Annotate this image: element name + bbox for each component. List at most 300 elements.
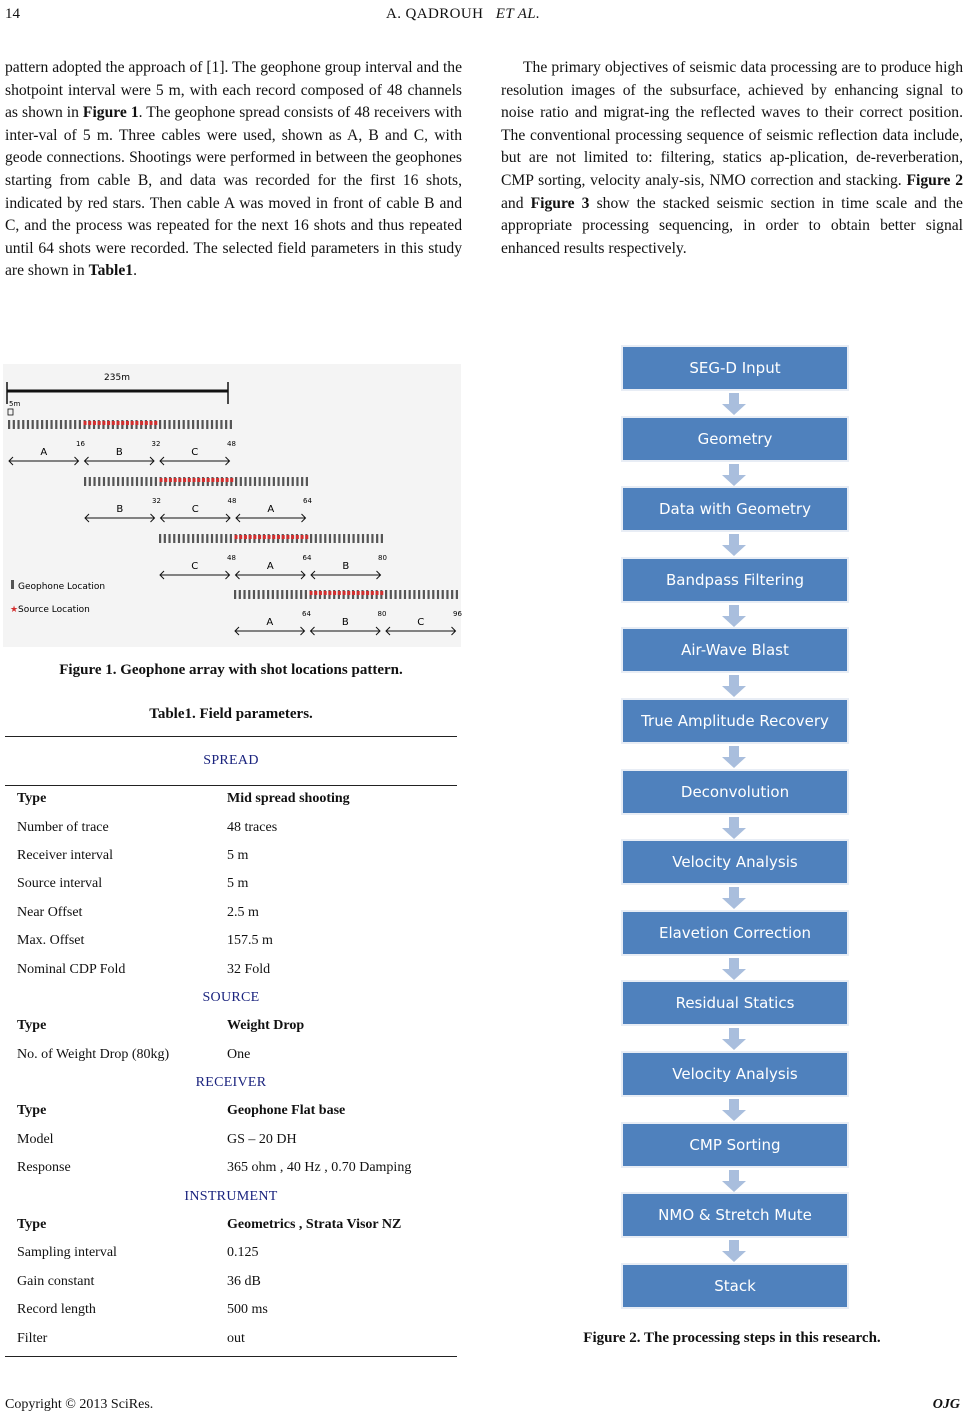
source-marker — [324, 591, 327, 595]
source-marker — [380, 591, 383, 595]
flowchart-arrow-shape — [722, 817, 746, 839]
spacing-label: 5m — [9, 400, 21, 408]
source-marker — [202, 478, 205, 482]
geophone-marker — [183, 420, 185, 429]
table-cell-parameter: Record length — [17, 1302, 96, 1318]
geophone-marker — [145, 477, 147, 486]
geophone-marker — [206, 534, 208, 543]
flowchart-step: Deconvolution — [621, 769, 849, 815]
geophone-marker — [187, 420, 189, 429]
flowchart-step: NMO & Stretch Mute — [621, 1192, 849, 1238]
geophone-marker — [404, 590, 406, 599]
cable-label: A — [266, 561, 274, 572]
flowchart-arrow-icon — [722, 817, 746, 839]
source-marker — [272, 535, 275, 539]
geophone-marker — [173, 534, 175, 543]
cable-label: A — [266, 617, 274, 628]
geophone-marker — [315, 534, 317, 543]
geophone-marker — [197, 534, 199, 543]
geophone-marker — [301, 477, 303, 486]
geophone-marker — [32, 420, 34, 429]
table-cell-value: out — [227, 1330, 245, 1346]
geophone-marker — [206, 420, 208, 429]
flowchart-step: True Amplitude Recovery — [621, 698, 849, 744]
source-marker — [112, 421, 115, 425]
table-cell-parameter: Response — [17, 1160, 71, 1176]
table-cell-parameter: Sampling interval — [17, 1245, 117, 1261]
table-row — [5, 842, 457, 870]
geophone-marker — [168, 420, 170, 429]
geophone-marker — [394, 590, 396, 599]
flowchart-arrow-shape — [722, 887, 746, 909]
source-marker — [361, 591, 364, 595]
geophone-marker — [168, 534, 170, 543]
geophone-marker — [201, 534, 203, 543]
running-title-author: A. QADROUH — [386, 6, 484, 22]
geophone-marker — [338, 534, 340, 543]
channel-tick-label: 32 — [152, 497, 161, 505]
figure2-reference[interactable]: Figure 2 — [906, 171, 963, 189]
geophone-marker — [244, 477, 246, 486]
source-marker — [258, 535, 261, 539]
geophone-marker — [258, 590, 260, 599]
channel-tick-label: 64 — [302, 610, 311, 618]
left-paragraph-text-3: . — [133, 262, 137, 280]
geophone-marker — [211, 420, 213, 429]
flowchart-arrow-shape — [722, 1099, 746, 1121]
flowchart-arrow-icon — [722, 746, 746, 768]
geophone-marker — [108, 477, 110, 486]
source-marker — [135, 421, 138, 425]
source-marker — [328, 591, 331, 595]
table-row — [5, 1239, 457, 1267]
flowchart-arrow-shape — [722, 534, 746, 556]
flowchart-arrow-icon — [722, 534, 746, 556]
geophone-marker — [268, 477, 270, 486]
source-marker — [357, 591, 360, 595]
flowchart-arrow-shape — [722, 958, 746, 980]
geophone-marker — [282, 477, 284, 486]
table-row — [5, 1041, 457, 1069]
geophone-marker — [267, 590, 269, 599]
geophone-marker — [235, 477, 237, 486]
geophone-marker — [399, 590, 401, 599]
geophone-marker — [117, 477, 119, 486]
cable-label: C — [191, 561, 199, 572]
geophone-marker — [334, 534, 336, 543]
geophone-marker — [122, 477, 124, 486]
geophone-marker — [249, 477, 251, 486]
geophone-marker — [55, 420, 57, 429]
geophone-marker — [243, 590, 245, 599]
geophone-marker — [220, 420, 222, 429]
geophone-marker — [259, 477, 261, 486]
geophone-marker — [65, 420, 67, 429]
geophone-marker — [183, 534, 185, 543]
geophone-marker — [17, 420, 19, 429]
table-section-header — [5, 1069, 457, 1097]
flowchart-step: Elavetion Correction — [621, 910, 849, 956]
table-row — [5, 1097, 457, 1125]
flowchart-arrow-shape — [722, 675, 746, 697]
table-cell-value: 36 dB — [227, 1273, 261, 1289]
source-marker — [366, 591, 369, 595]
source-marker — [286, 535, 289, 539]
table-cell-value: Geophone Flat base — [227, 1103, 346, 1119]
cable-label: B — [115, 447, 123, 458]
geophone-marker — [423, 590, 425, 599]
table-row — [5, 1012, 457, 1040]
source-marker — [211, 478, 214, 482]
source-marker — [244, 535, 247, 539]
geophone-marker — [103, 477, 105, 486]
table-row — [5, 1126, 457, 1154]
table-section-header — [5, 736, 457, 785]
flowchart-arrow-shape — [722, 393, 746, 415]
table-cell-parameter: Type — [17, 1018, 47, 1034]
table-cell-parameter: Number of trace — [17, 819, 109, 835]
geophone-marker — [287, 477, 289, 486]
geophone-marker — [84, 477, 86, 486]
table-section-header — [5, 1182, 457, 1210]
source-marker — [310, 591, 313, 595]
geophone-marker — [306, 477, 308, 486]
figure1-diagram — [3, 364, 461, 647]
geophone-marker — [348, 534, 350, 543]
geophone-marker — [13, 420, 15, 429]
channel-tick-label: 48 — [227, 554, 236, 562]
geophone-marker — [173, 420, 175, 429]
geophone-marker — [8, 420, 10, 429]
geophone-marker — [211, 534, 213, 543]
geophone-marker — [187, 534, 189, 543]
source-marker — [160, 478, 163, 482]
geophone-marker — [437, 590, 439, 599]
geophone-marker — [273, 477, 275, 486]
table-row — [5, 955, 457, 983]
geophone-marker — [164, 420, 166, 429]
cable-label: B — [116, 504, 124, 515]
geophone-marker — [371, 534, 373, 543]
table-row — [5, 927, 457, 955]
table-bottom-rule — [5, 1356, 457, 1357]
flowchart-step: Data with Geometry — [621, 486, 849, 532]
geophone-marker — [352, 534, 354, 543]
table-cell-parameter: Max. Offset — [17, 933, 85, 949]
table-section-title: SPREAD — [203, 752, 259, 768]
geophone-marker — [324, 534, 326, 543]
channel-tick-label: 80 — [378, 554, 387, 562]
flowchart-arrow-shape — [722, 464, 746, 486]
page-number: 14 — [5, 6, 20, 22]
table-row — [5, 899, 457, 927]
table-cell-value: 5 m — [227, 876, 249, 892]
geophone-marker — [343, 534, 345, 543]
flowchart-step: Residual Statics — [621, 980, 849, 1026]
table-cell-value: 500 ms — [227, 1302, 268, 1318]
geophone-marker — [442, 590, 444, 599]
source-marker — [174, 478, 177, 482]
geophone-marker — [367, 534, 369, 543]
table-cell-parameter: Type — [17, 791, 47, 807]
source-marker — [197, 478, 200, 482]
channel-tick-label: 80 — [377, 610, 387, 618]
source-marker — [230, 478, 233, 482]
geophone-marker — [141, 477, 143, 486]
geophone-marker — [50, 420, 52, 429]
geophone-marker — [131, 477, 133, 486]
geophone-marker — [262, 590, 264, 599]
cable-label: A — [40, 447, 48, 458]
geophone-marker — [41, 420, 43, 429]
geophone-marker — [248, 590, 250, 599]
table-cell-value: 2.5 m — [227, 904, 259, 920]
geophone-marker — [178, 420, 180, 429]
figure2-caption: Figure 2. The processing steps in this research. — [583, 1330, 881, 1346]
source-marker — [84, 421, 87, 425]
geophone-marker — [413, 590, 415, 599]
geophone-marker — [197, 420, 199, 429]
geophone-marker — [418, 590, 420, 599]
left-paragraph-text-2: . The geophone spread consists of 48 receivers with inter-val of 5 m. Three cables were used, shown as A, B and C, with geode connections. Shootings were performed in between the geophones starting from cable B, and data was recorded for the first 16 shots, indicated by red stars. Then cable A was moved in front of cable B and C, and the process was repeated for the next 16 shots and thus repeated until 64 shots were recorded. The selected field parameters in this study are shown in — [5, 104, 462, 280]
geophone-marker — [22, 420, 24, 429]
table-cell-value: 48 traces — [227, 819, 278, 835]
source-marker — [121, 421, 124, 425]
geophone-marker — [300, 590, 302, 599]
geophone-marker — [126, 477, 128, 486]
cable-label: A — [267, 504, 275, 515]
flowchart-arrow-icon — [722, 1028, 746, 1050]
source-marker — [226, 478, 229, 482]
flowchart-arrow-icon — [722, 605, 746, 627]
table-cell-parameter: Model — [17, 1131, 54, 1147]
geophone-marker — [36, 420, 38, 429]
geophone-marker — [329, 534, 331, 543]
source-marker — [263, 535, 266, 539]
table-row — [5, 1154, 457, 1182]
flowchart-step: Geometry — [621, 416, 849, 462]
source-marker — [338, 591, 341, 595]
table-cell-parameter: Filter — [17, 1330, 48, 1346]
geophone-marker — [69, 420, 71, 429]
geophone-marker — [239, 590, 241, 599]
source-marker — [193, 478, 196, 482]
source-marker — [371, 591, 374, 595]
geophone-marker — [296, 477, 298, 486]
geophone-marker — [381, 534, 383, 543]
geophone-marker — [79, 420, 81, 429]
source-marker — [333, 591, 336, 595]
source-marker — [282, 535, 285, 539]
table-cell-value: 0.125 — [227, 1245, 259, 1261]
table1-caption: Table1. Field parameters. — [149, 706, 313, 722]
table-cell-parameter: Near Offset — [17, 904, 83, 920]
flowchart-step: Stack — [621, 1263, 849, 1309]
geophone-marker — [240, 477, 242, 486]
source-marker — [277, 535, 280, 539]
source-marker — [93, 421, 96, 425]
channel-tick-label: 16 — [76, 440, 85, 448]
geophone-marker — [216, 420, 218, 429]
geophone-marker — [74, 420, 76, 429]
flowchart-arrow-icon — [722, 464, 746, 486]
geophone-marker — [272, 590, 274, 599]
source-marker — [154, 421, 157, 425]
table-row — [5, 785, 457, 813]
source-marker — [98, 421, 101, 425]
source-marker — [376, 591, 379, 595]
table-cell-value: Geometrics , Strata Visor NZ — [227, 1217, 402, 1233]
channel-tick-label: 64 — [302, 554, 312, 562]
geophone-marker — [385, 590, 387, 599]
geophone-marker — [390, 590, 392, 599]
geophone-marker — [164, 534, 166, 543]
geophone-marker — [216, 534, 218, 543]
source-marker — [164, 478, 167, 482]
table-cell-value: Weight Drop — [227, 1018, 305, 1034]
table-cell-parameter: Source interval — [17, 876, 103, 892]
source-marker — [352, 591, 355, 595]
geophone-marker — [225, 420, 227, 429]
geophone-marker — [253, 590, 255, 599]
geophone-marker — [89, 477, 91, 486]
flowchart-arrow-icon — [722, 675, 746, 697]
geophone-marker — [192, 420, 194, 429]
right-paragraph-text-3: show the stacked seismic section in time scale and the appropriate processing sequencing, in order to obtain better signal enhanced results respectively. — [501, 194, 963, 257]
flowchart-step: Velocity Analysis — [621, 839, 849, 885]
geophone-marker — [295, 590, 297, 599]
geophone-marker — [276, 590, 278, 599]
geophone-marker — [159, 534, 161, 543]
table-cell-value: 32 Fold — [227, 961, 271, 977]
table-cell-parameter: Receiver interval — [17, 847, 114, 863]
field-parameters-table — [5, 736, 457, 1353]
source-marker — [102, 421, 105, 425]
table-row — [5, 1268, 457, 1296]
flowchart-step: SEG-D Input — [621, 345, 849, 391]
geophone-marker — [286, 590, 288, 599]
figure1-reference[interactable]: Figure 1 — [82, 104, 139, 122]
source-marker — [150, 421, 153, 425]
flowchart-arrow-shape — [722, 1028, 746, 1050]
flowchart-arrow-icon — [722, 393, 746, 415]
running-title-etal: ET AL. — [495, 6, 541, 22]
source-marker — [107, 421, 110, 425]
geophone-marker — [319, 534, 321, 543]
table-cell-value: 5 m — [227, 847, 249, 863]
source-marker — [296, 535, 299, 539]
table-cell-parameter: Gain constant — [17, 1273, 95, 1289]
left-paragraph-text-1: pattern adopted the approach of [1]. The geophone group interval and the shotpoint interval were 5 m, with each record composed of 48 channels as shown in — [5, 59, 462, 122]
table-row — [5, 1296, 457, 1324]
footer-journal: OJG — [932, 1397, 960, 1412]
geophone-marker — [192, 534, 194, 543]
source-marker — [169, 478, 172, 482]
geophone-marker — [220, 534, 222, 543]
flowchart-arrow-icon — [722, 887, 746, 909]
geophone-marker — [225, 534, 227, 543]
flowchart-step: Velocity Analysis — [621, 1051, 849, 1097]
flowchart-arrow-shape — [722, 1170, 746, 1192]
flowchart-arrow-icon — [722, 1240, 746, 1262]
source-marker — [131, 421, 134, 425]
cable-label: C — [191, 447, 199, 458]
geophone-marker — [93, 477, 95, 486]
flowchart-step: Air-Wave Blast — [621, 627, 849, 673]
cable-label: B — [341, 617, 349, 628]
flowchart-arrow-shape — [722, 746, 746, 768]
geophone-marker — [362, 534, 364, 543]
table-row — [5, 1324, 457, 1352]
geophone-marker — [291, 590, 293, 599]
source-marker — [216, 478, 219, 482]
legend-geophone-icon — [11, 580, 14, 589]
flowchart-arrow-icon — [722, 958, 746, 980]
flowchart-step: Bandpass Filtering — [621, 557, 849, 603]
geophone-marker — [234, 590, 236, 599]
source-marker — [301, 535, 304, 539]
table-cell-parameter: Nominal CDP Fold — [17, 961, 126, 977]
geophone-marker — [427, 590, 429, 599]
figure3-reference[interactable]: Figure 3 — [530, 194, 590, 212]
table-cell-parameter: Type — [17, 1217, 47, 1233]
geophone-marker — [159, 420, 161, 429]
legend-geophone-label: Geophone Location — [18, 582, 106, 592]
geophone-marker — [281, 590, 283, 599]
cable-label: B — [342, 561, 350, 572]
running-title — [386, 6, 540, 23]
geophone-marker — [446, 590, 448, 599]
geophone-marker — [432, 590, 434, 599]
source-marker — [249, 535, 252, 539]
source-marker — [178, 478, 181, 482]
table-cell-value: 157.5 m — [227, 933, 273, 949]
geophone-marker — [263, 477, 265, 486]
geophone-marker — [409, 590, 411, 599]
footer-copyright: Copyright © 2013 SciRes. — [5, 1397, 154, 1412]
geophone-marker — [230, 534, 232, 543]
source-marker — [126, 421, 129, 425]
table-section-title: SOURCE — [202, 989, 260, 1005]
geophone-marker — [112, 477, 114, 486]
flowchart-arrow-icon — [722, 1099, 746, 1121]
source-marker — [239, 535, 242, 539]
geophone-marker — [451, 590, 453, 599]
flowchart-arrow-icon — [722, 1170, 746, 1192]
source-marker — [145, 421, 148, 425]
channel-tick-label: 32 — [151, 440, 161, 448]
channel-tick-label: 48 — [227, 440, 236, 448]
flowchart-step: CMP Sorting — [621, 1122, 849, 1168]
geophone-marker — [201, 420, 203, 429]
geophone-marker — [277, 477, 279, 486]
geophone-marker — [230, 420, 232, 429]
geophone-marker — [357, 534, 359, 543]
legend-source-label: Source Location — [18, 605, 90, 615]
table-cell-value: One — [227, 1046, 251, 1062]
source-marker — [347, 591, 350, 595]
table-section-title: RECEIVER — [195, 1075, 267, 1091]
right-paragraph-text-2: and — [501, 194, 531, 212]
left-paragraph — [5, 57, 462, 283]
table-row — [5, 1211, 457, 1239]
source-marker — [268, 535, 271, 539]
cable-label: C — [417, 617, 425, 628]
table-cell-parameter: Type — [17, 1103, 47, 1119]
geophone-marker — [178, 534, 180, 543]
table1-reference[interactable]: Table1 — [88, 262, 134, 280]
geophone-marker — [310, 534, 312, 543]
